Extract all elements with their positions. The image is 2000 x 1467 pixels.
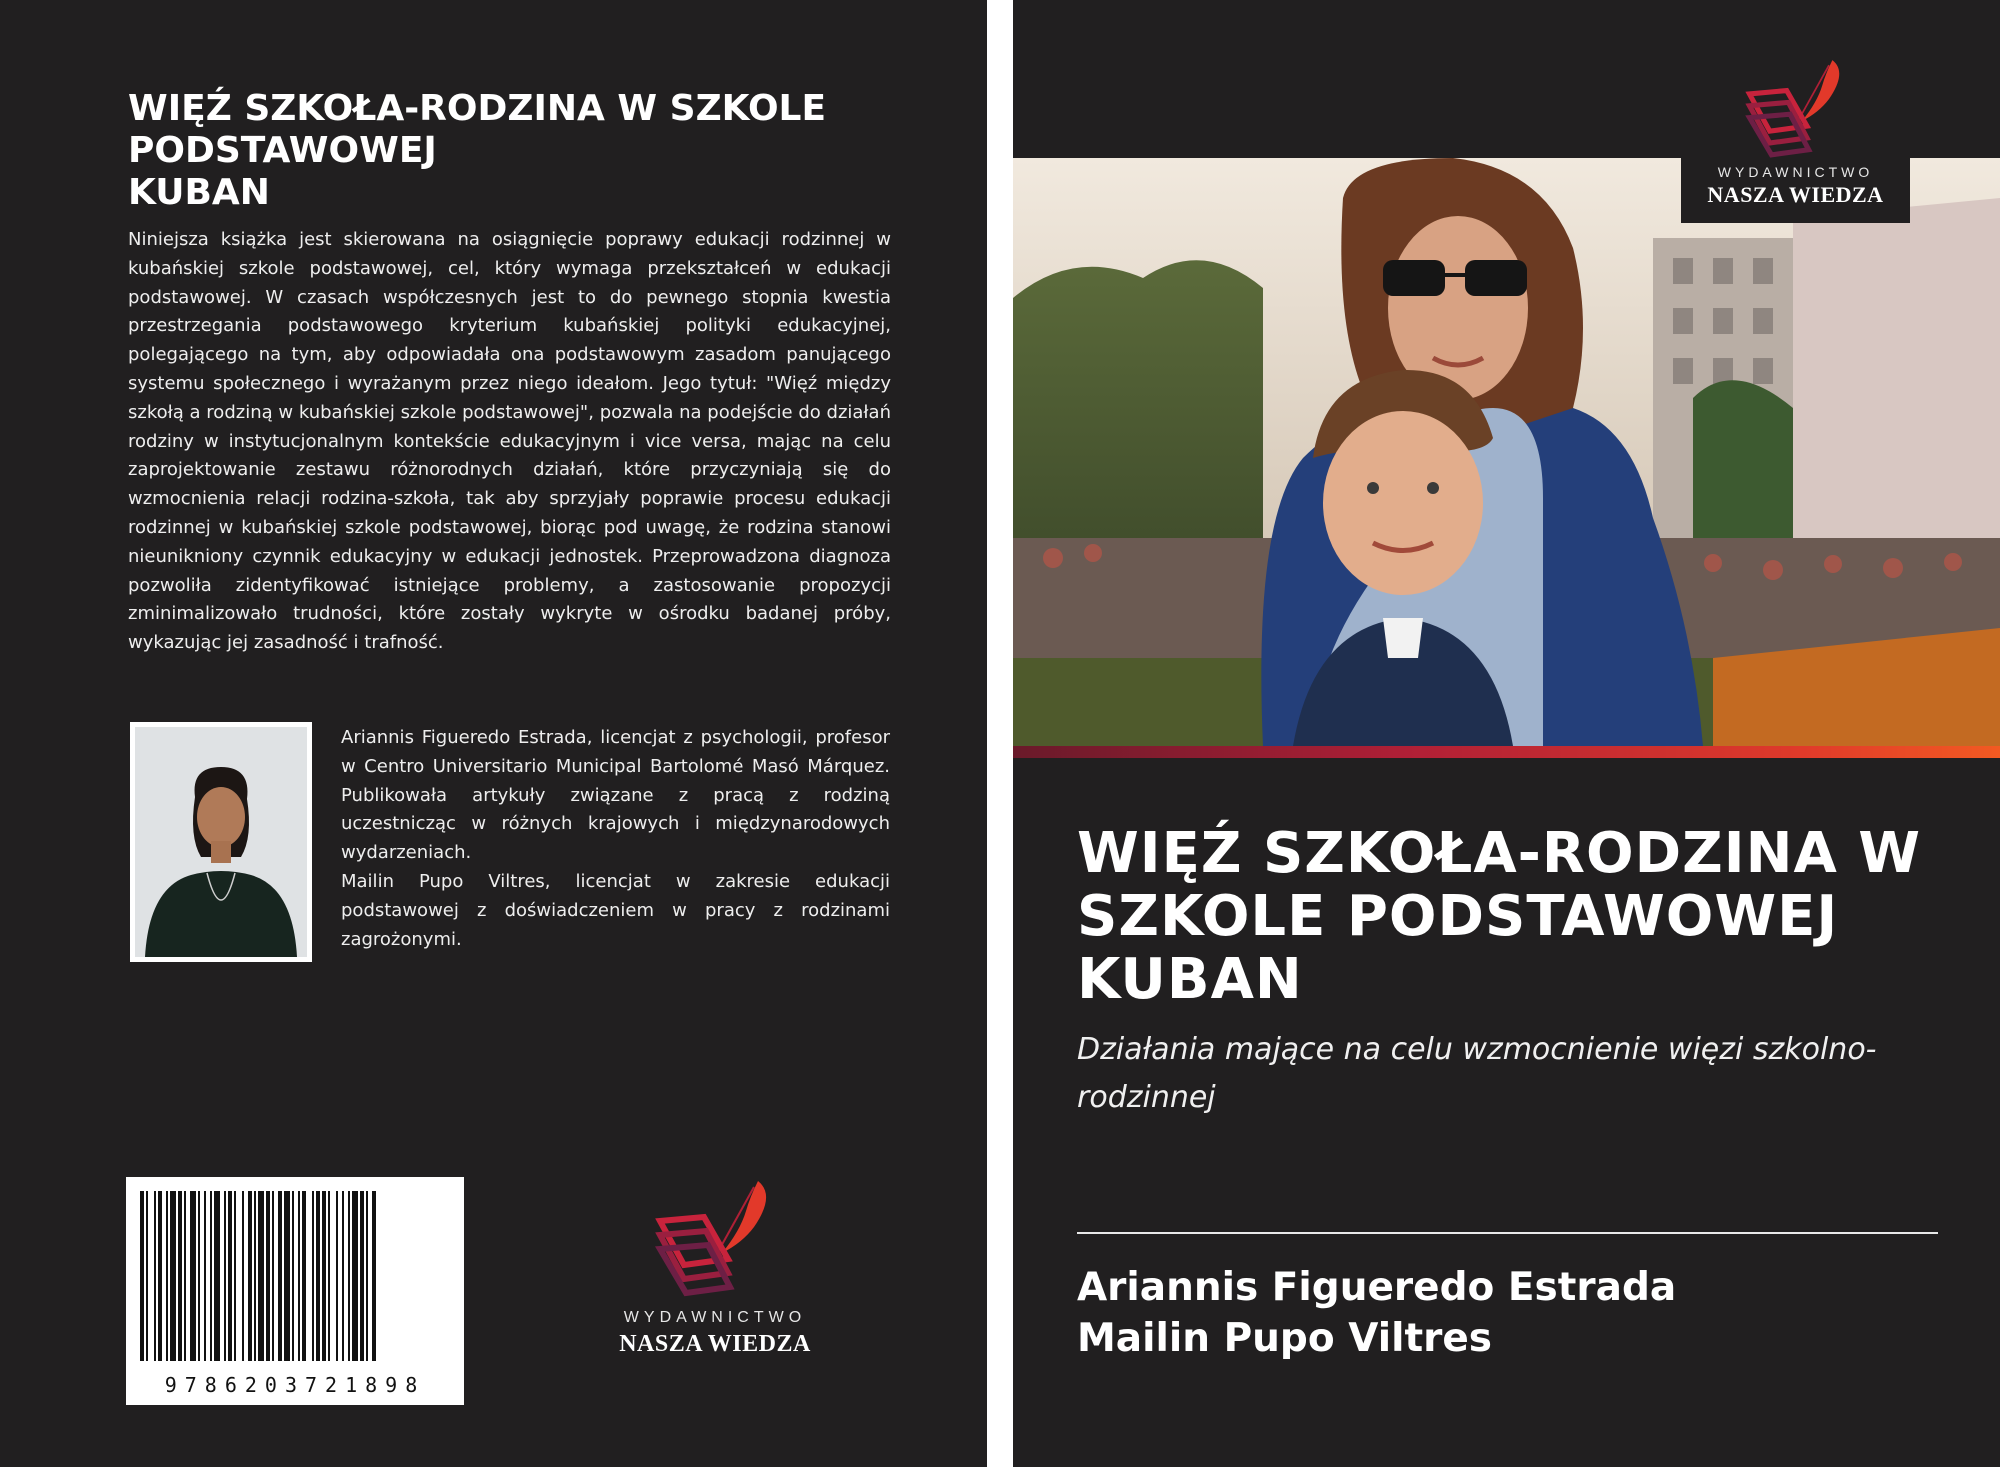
back-title-line: KUBAN <box>128 172 270 213</box>
front-title-line: KUBAN <box>1077 947 1303 1012</box>
back-title-line: PODSTAWOWEJ <box>128 130 437 171</box>
isbn-barcode <box>126 1177 464 1405</box>
accent-bar <box>1013 746 2000 758</box>
publisher-label-bottom: NASZA WIEDZA <box>619 1331 811 1357</box>
front-title-line: WIĘŹ SZKOŁA-RODZINA W <box>1077 821 1922 886</box>
front-cover-title <box>1077 822 1957 1011</box>
publisher-logo-back <box>585 1175 845 1365</box>
back-cover <box>0 0 987 1467</box>
author-photo <box>130 722 312 962</box>
front-title-line: SZKOLE PODSTAWOWEJ <box>1077 884 1839 949</box>
barcode-bars <box>138 1191 452 1363</box>
front-cover-authors <box>1077 1262 1937 1364</box>
front-cover-subtitle: Działania mające na celu wzmocnienie więzi szkolno-rodzinnej <box>1077 1032 1877 1115</box>
author-bio <box>341 724 890 954</box>
divider <box>1077 1232 1938 1234</box>
publisher-label-top: WYDAWNICTWO <box>623 1309 807 1326</box>
author-bio-paragraph: Ariannis Figueredo Estrada, licencjat z psychologii, profesor w Centro Universitario Municipal Bartolomé Masó Márquez. Publikowała artykuły związane z pracą z rodziną uczestnicząc w różnych krajowych i międzynarodowych wydarzeniach. <box>341 727 890 864</box>
back-cover-blurb: Niniejsza książka jest skierowana na osiągnięcie poprawy edukacji rodzinnej w kubańskiej szkole podstawowej, cel, który wymaga przekształceń w edukacji podstawowej. W czasach współczesnych jest to do pewnego stopnia kwestia przestrzegania podstawowego kryterium kubańskiej polityki edukacyjnej, polegającego na tym, aby odpowiadała ona podstawowym zasadom panującego systemu społecznego i wyrażanym przez niego ideałom. Jego tytuł: "Więź między szkołą a rodziną w kubańskiej szkole podstawowej", pozwala na podejście do działań rodziny w instytucjonalnym kontekście edukacyjnym i vice versa, mając na celu zaprojektowanie zestawu różnorodnych działań, które przyczyniają się do wzmocnienia relacji rodzina-szkoła, tak aby sprzyjały poprawie procesu edukacji rodzinnej w kubańskiej szkole podstawowej, biorąc pod uwagę, że rodzina stanowi nieunikniony czynnik edukacyjny w edukacji jednostek. Przeprowadzona diagnoza pozwoliła zidentyfikować istniejące problemy, a zastosowanie propozycji zminimalizowało trudności, które zostały wykryte w ośrodku badanej próby, wykazując jej zasadność i trafność. <box>128 229 891 654</box>
author-bio-paragraph: Mailin Pupo Viltres, licencjat w zakresie edukacji podstawowej z doświadczeniem w pracy z rodzinami zagrożonymi. <box>341 870 890 950</box>
spine <box>987 0 1013 1467</box>
publisher-label-bottom: NASZA WIEDZA <box>1707 182 1884 207</box>
isbn-digits: 9786203721898 <box>164 1373 426 1397</box>
publisher-label-top: WYDAWNICTWO <box>1717 164 1874 180</box>
author-name: Mailin Pupo Viltres <box>1077 1316 1492 1361</box>
quill-book-logo-icon <box>650 1175 780 1305</box>
cover-photo <box>1013 158 2000 746</box>
publisher-logo-front <box>1681 40 1910 223</box>
back-cover-title <box>128 88 908 214</box>
author-name: Ariannis Figueredo Estrada <box>1077 1265 1677 1310</box>
back-title-line: WIĘŹ SZKOŁA-RODZINA W SZKOLE <box>128 88 827 129</box>
quill-book-logo-icon <box>1736 55 1856 165</box>
